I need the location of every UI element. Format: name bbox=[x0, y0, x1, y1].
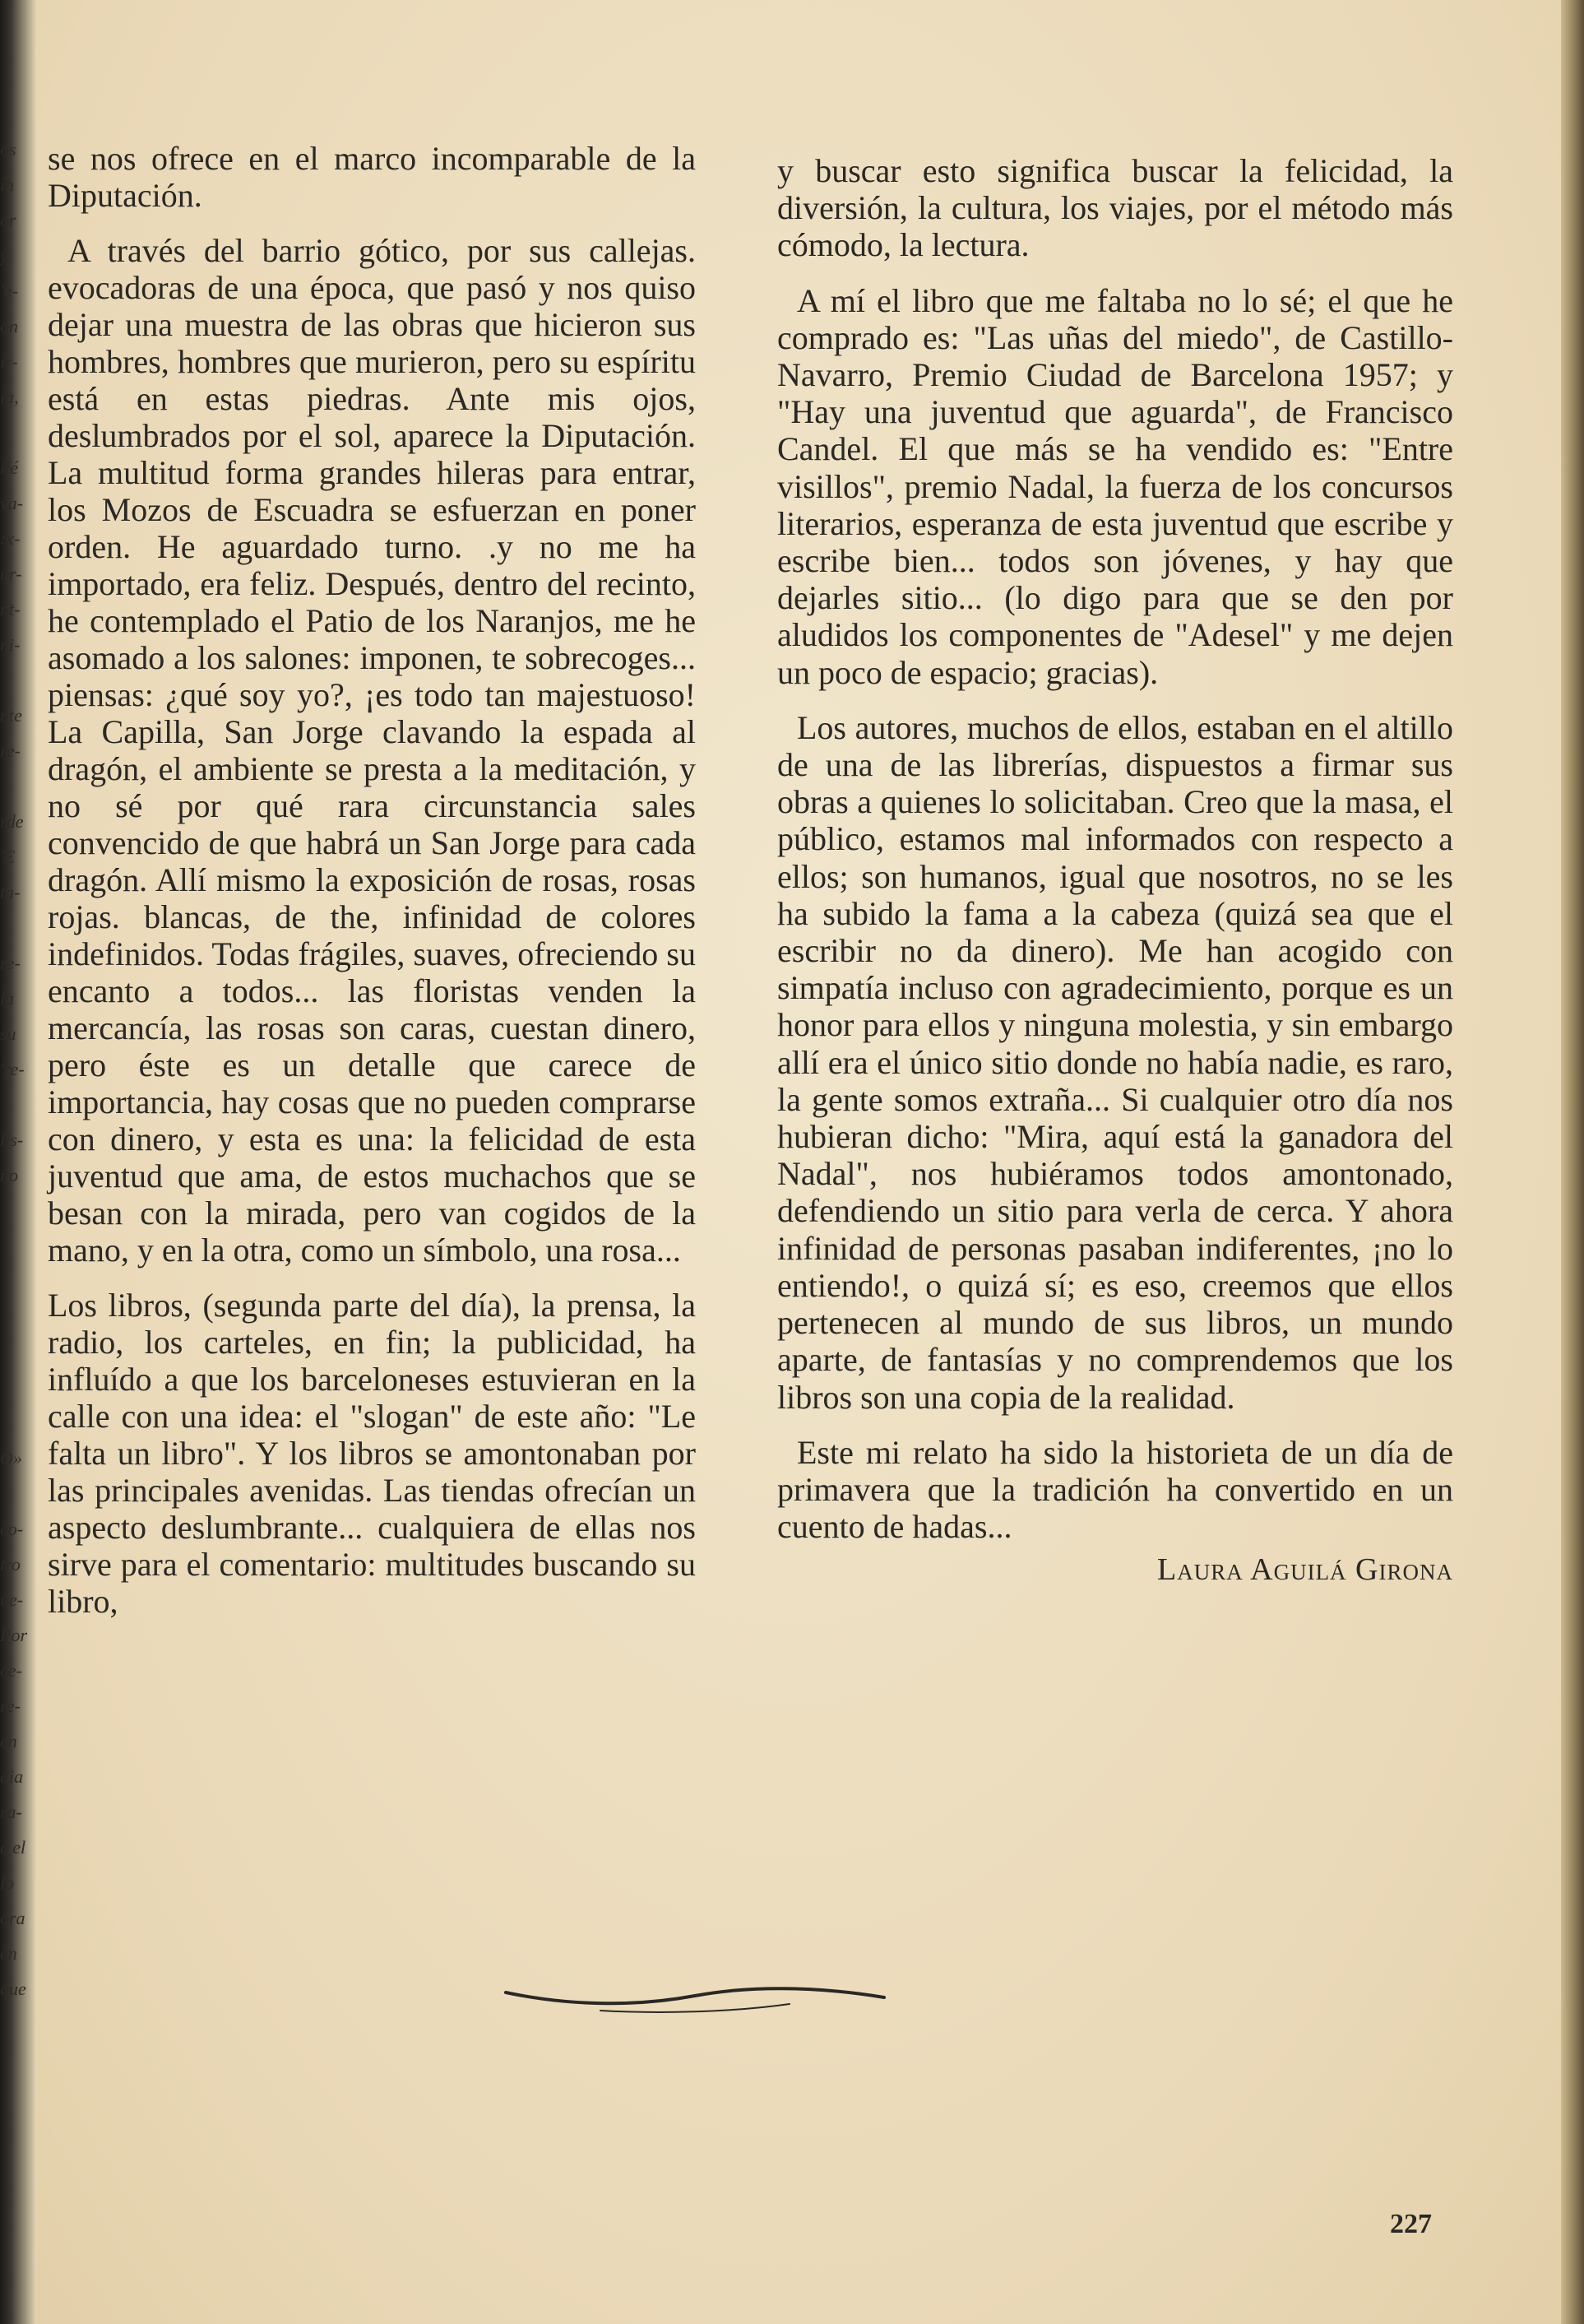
margin-fragment: y bbox=[0, 245, 8, 266]
margin-fragment: O» bbox=[0, 1448, 22, 1468]
margin-fragment: ía, bbox=[0, 387, 19, 407]
margin-fragment: re- bbox=[0, 953, 21, 973]
margin-fragment: lo bbox=[0, 1872, 15, 1893]
margin-fragment: ifé bbox=[0, 457, 18, 478]
margin-fragment: re- bbox=[0, 740, 21, 761]
margin-fragment: re- bbox=[0, 1695, 21, 1716]
margin-fragment: or bbox=[0, 210, 16, 230]
margin-fragment: ón bbox=[0, 316, 18, 336]
margin-fragment bbox=[0, 1264, 33, 1299]
page-edge bbox=[1561, 0, 1584, 2324]
paragraph: A través del barrio gótico, por sus callejas. evocadoras de una época, que pasó y nos quiso dejar una muestra de las obras que hicieron sus hombres, hombres que murieron, pero su espíritu está en estas piedras. Ante mis ojos, deslumbrados por el sol, aparece la Diputación. La multitud forma grandes hileras para entrar, los Mozos de Escuadra se esfuerzan en poner orden. He aguardado turno. .y no me ha importado, era feliz. Después, dentro del recinto, he contemplado el Patio de los Naranjos, me he asomado a los salones: imponen, te sobrecoges... piensas: ¿qué soy yo?, ¡es todo tan majestuoso! La Capilla, San Jorge clavando la espada al dragón, el ambiente se presta a la meditación, y no sé por qué rara circunstancia sales convencido de que habrá un San Jorge para cada dragón. Allí mismo la exposición de rosas, rosas rojas. blancas, de the, infinidad de colores indefinidos. Todas frágiles, suaves, ofreciendo su encanto a todos... las floristas venden la mercancía, las rosas son caras, cuestan dinero, pero éste es un detalle que carece de importancia, hay cosas que no pueden comprarse con dinero, y esta es una: la felicidad de esta juventud que ama, de estos muchachos que se besan con la mirada, pero van cogidos de la mano, y en la otra, como un símbolo, una rosa... bbox=[48, 232, 696, 1269]
margin-fragment: ra- bbox=[0, 1802, 22, 1822]
margin-fragment: ora bbox=[0, 1908, 25, 1928]
margin-fragment: dia bbox=[0, 1766, 24, 1787]
margin-fragment: en bbox=[0, 1943, 17, 1964]
margin-fragment bbox=[0, 1476, 33, 1511]
margin-fragment: su bbox=[0, 1023, 16, 1044]
margin-fragment: ni- bbox=[0, 634, 21, 655]
margin-fragment bbox=[0, 1193, 33, 1228]
margin-fragment: ir- bbox=[0, 351, 18, 372]
margin-fragment: 're- bbox=[0, 1059, 25, 1079]
paragraph: Los autores, muchos de ellos, estaban en el altillo de una de las librerías, dispuestos a firmar sus obras a quienes lo solicitaban. Creo que la masa, el público, estamos mal informados con respecto a ellos; son humanos, igual que nosotros, no se les ha subido la fama a la cabeza (quizá sea que el escribir no da dinero). Me han acogido con simpatía incluso con agradecimiento, porque es un honor para ellos y ninguna molestia, y sin embargo allí era el único sitio donde no había nadie, es raro, la gente somos extraña... Si cualquier otro día nos hubieran dicho: "Mira, aquí está la ganadora del Nadal", nos hubiéramos todos amontonado, defendiendo un sitio para verla de cerca. Y ahora infinidad de personas pasaban indiferentes, ¡no lo entiendo!, o quizá sí; es eso, creemos que ellos pertenecen al mundo de sus libros, un mundo aparte, de fantasías y no comprendemos que los libros son una copia de la realidad. bbox=[777, 708, 1453, 1416]
margin-fragment: ue- bbox=[0, 1589, 24, 1610]
margin-fragment bbox=[0, 768, 33, 804]
margin-fragment bbox=[0, 1405, 33, 1440]
margin-fragment: 'E bbox=[0, 847, 16, 867]
page-number: 227 bbox=[1390, 2209, 1432, 2239]
left-text-column bbox=[48, 140, 696, 1638]
margin-fragment bbox=[0, 910, 33, 945]
paragraph: Este mi relato ha sido la historieta de un día de primavera que la tradición ha convertido en un cuento de hadas... bbox=[777, 1433, 1453, 1546]
margin-fragment bbox=[0, 1087, 33, 1122]
margin-fragment bbox=[0, 1299, 33, 1334]
margin-fragment: no bbox=[0, 1165, 18, 1185]
right-text-column bbox=[777, 152, 1453, 1589]
margin-fragment: lis- bbox=[0, 1130, 24, 1150]
paragraph: Los libros, (segunda parte del día), la prensa, la radio, los carteles, en fin; la publicidad, ha influído a que los barceloneses estuvieran en la calle con una idea: el "slogan" de este año: "Le falta un libro". Y los libros se amontonaban por las principales avenidas. Las tiendas ofrecían un aspecto deslumbrante... cualquiera de ellas nos sirve para el comentario: multitudes buscando su libro, bbox=[48, 1287, 696, 1620]
margin-fragment: la bbox=[0, 988, 15, 1009]
margin-fragment: tro bbox=[0, 1554, 21, 1575]
margin-fragment: :x- bbox=[0, 528, 21, 549]
margin-fragment bbox=[0, 1370, 33, 1405]
decorative-swash-icon bbox=[502, 1974, 888, 2024]
author-signature: Laura Aguilá Girona bbox=[1157, 1552, 1453, 1588]
margin-fragment: ín bbox=[0, 174, 15, 195]
margin-fragment: va- bbox=[0, 493, 24, 513]
margin-fragment bbox=[0, 1228, 33, 1264]
margin-fragment: ur- bbox=[0, 564, 22, 584]
margin-fragment: co- bbox=[0, 1519, 24, 1539]
margin-fragment: e el bbox=[0, 1837, 26, 1858]
previous-page-margin-fragments bbox=[0, 132, 33, 2006]
margin-fragment: que bbox=[0, 1978, 26, 1999]
margin-fragment: ta- bbox=[0, 882, 21, 902]
margin-fragment: Por bbox=[0, 1625, 27, 1645]
margin-fragment: nt- bbox=[0, 599, 21, 619]
margin-fragment: os bbox=[0, 139, 16, 160]
margin-fragment: 'e- bbox=[0, 281, 18, 301]
margin-fragment: nte bbox=[0, 705, 22, 726]
margin-fragment bbox=[0, 415, 33, 450]
paragraph: se nos ofrece en el marco incomparable de la Diputación. bbox=[48, 140, 696, 214]
margin-fragment: en bbox=[0, 1731, 17, 1751]
paragraph: y buscar esto significa buscar la felicidad, la diversión, la cultura, los viajes, por el método más cómodo, la lectura. bbox=[777, 152, 1453, 264]
margin-fragment bbox=[0, 662, 33, 698]
margin-fragment: ce- bbox=[0, 1660, 22, 1681]
paragraph: A mí el libro que me faltaba no lo sé; el que he comprado es: "Las uñas del miedo", de Castillo-Navarro, Premio Ciudad de Barcelona 1957; y "Hay una juventud que aguarda", de Francisco Candel. El que más se ha vendido es: "Entre visillos", premio Nadal, la fuerza de los concursos literarios, esperanza de esta juventud que escribe y escribe bien... todos son jóvenes, y hay que dejarles sitio... (lo digo para que se den por aludidos los componentes de "Adesel" y me dejen un poco de espacio; gracias). bbox=[777, 281, 1453, 691]
margin-fragment bbox=[0, 1334, 33, 1370]
margin-fragment: rde bbox=[0, 811, 24, 832]
